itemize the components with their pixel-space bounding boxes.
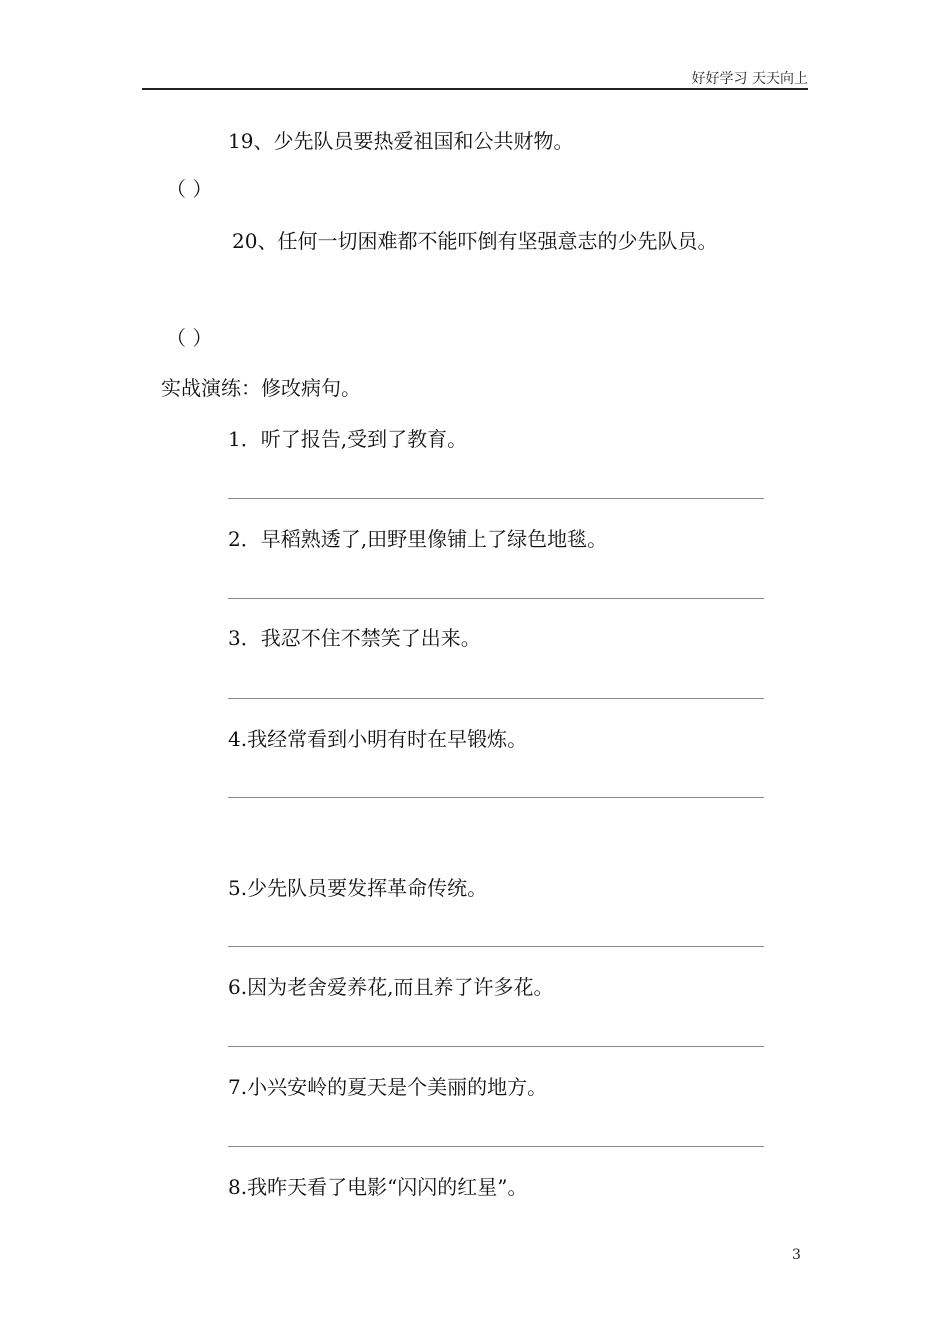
answer-line-3[interactable] [228, 698, 764, 699]
answer-line-4[interactable] [228, 797, 764, 798]
header-divider [142, 88, 808, 90]
answer-line-5[interactable] [228, 946, 764, 947]
practice-item-3: 3．我忍不住不禁笑了出来。 [228, 626, 481, 650]
practice-item-6: 6.因为老舍爱养花,而且养了许多花。 [228, 975, 554, 999]
practice-item-2: 2．早稻熟透了,田野里像铺上了绿色地毯。 [228, 527, 608, 551]
practice-item-1: 1．听了报告,受到了教育。 [228, 427, 468, 451]
practice-item-4: 4.我经常看到小明有时在早锻炼。 [228, 727, 528, 751]
answer-line-6[interactable] [228, 1046, 764, 1047]
practice-section-title: 实战演练：修改病句。 [161, 376, 361, 400]
question-20-answer-blank: （ ） [166, 326, 213, 350]
answer-line-7[interactable] [228, 1146, 764, 1147]
question-20: 20、任何一切困难都不能吓倒有坚强意志的少先队员。 [232, 229, 718, 253]
practice-item-7: 7.小兴安岭的夏天是个美丽的地方。 [228, 1075, 548, 1099]
practice-item-5: 5.少先队员要发挥革命传统。 [228, 876, 488, 900]
question-19-answer-blank: （ ） [166, 177, 213, 201]
question-19: 19、少先队员要热爱祖国和公共财物。 [228, 129, 574, 153]
answer-line-2[interactable] [228, 598, 764, 599]
page-header-motto: 好好学习 天天向上 [691, 71, 808, 87]
answer-line-1[interactable] [228, 498, 764, 499]
practice-item-8: 8.我昨天看了电影“闪闪的红星”。 [228, 1175, 528, 1199]
page-number: 3 [792, 1247, 801, 1263]
